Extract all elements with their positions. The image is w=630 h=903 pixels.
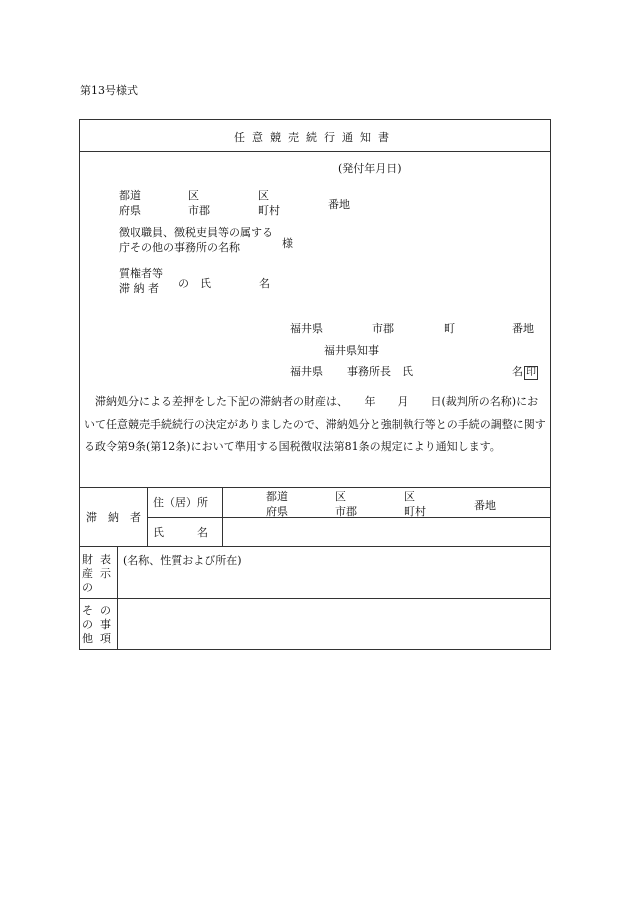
issue-date-label: (発付年月日)	[338, 162, 402, 175]
form-number: 第13号様式	[80, 84, 138, 97]
seal-mark: 印	[526, 367, 536, 378]
divider	[79, 598, 551, 599]
divider	[222, 487, 223, 546]
notice-body: 滞納処分による差押をした下記の滞納者の財産は、 年 月 日(裁判所の名称)において任意競売手続続行の決定がありましたので、滞納処分と強制執行等との手続の調整に関する政令第9条(第12条)において準用する国税徴収法第81条の規定により通知します。	[84, 395, 546, 453]
property-label-col1: 財 産 の	[82, 553, 93, 594]
residence-label: 住（居）所	[153, 496, 208, 509]
property-label-col2: 表 示	[100, 553, 111, 580]
residence-town: 区 町村	[404, 490, 426, 518]
addressee-town: 区 町村	[258, 189, 280, 217]
residence-lot: 番地	[474, 499, 496, 512]
property-value: (名称、性質および所在)	[123, 554, 242, 567]
addressee-lot: 番地	[328, 198, 350, 211]
other-label-col2: の 事 項	[100, 604, 111, 645]
addressee-city: 区 市郡	[188, 189, 210, 217]
addressee-name-connector: の 氏	[178, 277, 211, 290]
residence-prefecture: 都道 府県	[266, 490, 288, 518]
issuer-name-label: 名	[512, 365, 523, 378]
other-label-col1: そ の 他	[82, 604, 93, 645]
addressee-role-1: 質権者等	[119, 267, 163, 280]
issuer-office-prefecture: 福井県	[290, 365, 323, 378]
issuer-office-title: 事務所長 氏	[347, 365, 413, 378]
residence-city: 区 市郡	[335, 490, 357, 518]
issuer-town: 町	[444, 322, 455, 335]
addressee-role-2: 滞 納 者	[119, 282, 159, 295]
divider	[147, 487, 148, 546]
divider	[79, 487, 551, 488]
divider	[117, 546, 118, 650]
name-label: 氏 名	[153, 526, 208, 539]
issuer-prefecture: 福井県	[290, 322, 323, 335]
form-frame	[79, 119, 551, 650]
issuer-authority: 福井県知事	[324, 344, 379, 357]
addressee-prefecture: 都道 府県	[119, 189, 141, 217]
divider	[79, 151, 551, 152]
addressee-office-label: 徴収職員、徴税吏員等の属する庁その他の事務所の名称	[119, 226, 273, 254]
addressee-name-suffix: 名	[259, 277, 270, 290]
divider	[79, 546, 551, 547]
addressee-honorific: 様	[282, 237, 293, 250]
delinquent-label: 滞 納 者	[86, 511, 141, 524]
issuer-city: 市郡	[372, 322, 394, 335]
form-title: 任意競売続行通知書	[234, 131, 396, 144]
issuer-lot: 番地	[512, 322, 534, 335]
issuer-name-suffix	[512, 363, 538, 380]
